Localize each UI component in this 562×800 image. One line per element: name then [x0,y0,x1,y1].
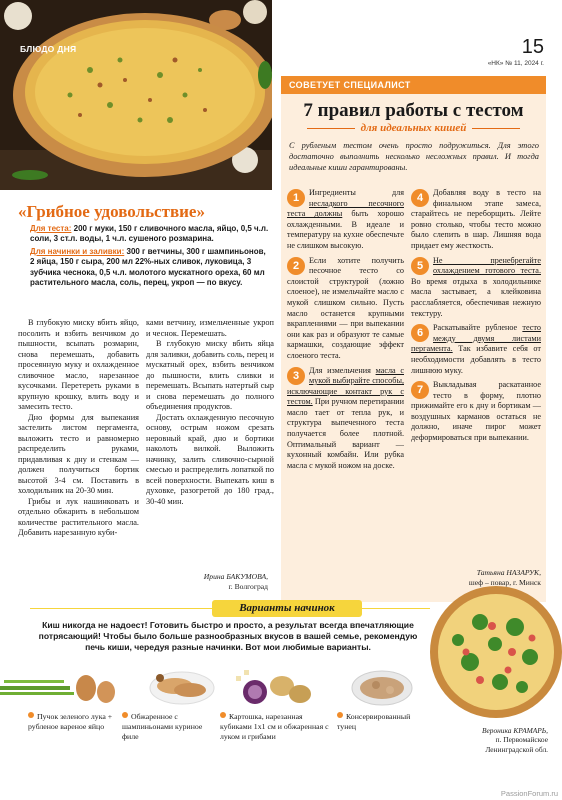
rule-text: Добавляя воду в тесто на финальном этапе замеса, старайтесь не переборщить. Лейте ровно столько, чтобы тесто можно было слепить в шар. Лишняя вода придает ему жесткость. [411,188,541,250]
expert-title: 7 правил работы с тестом [303,100,524,121]
recipe-step: ками ветчину, измельченные укроп и чеснок. Перемешать. [146,318,274,338]
bullet-icon [220,712,226,718]
recipe-step: Достать охлажденную песочную основу, острым ножом срезать неровный край, дно и бортики наколоть вилкой. Выложить начинку, залить сливочно-сырной смесью и распределить лопаткой по всей поверхности. Выпекать киш в духовке, разогретой до 180 град., 30-40 мин. [146,412,274,506]
rule-text: Во время отдыха в холодильнике масла застывает, а клейковина расслабляется, обеспечивая нежную текстуру. [411,276,541,318]
expert-subtitle [281,122,546,134]
variant-text: Обжаренное с шампиньонами куриное филе [122,712,203,741]
variant-text: Консервированный тунец [337,712,411,731]
bullet-icon [28,712,34,718]
rule-number: 4 [411,189,429,207]
filling-label: Для начинки и заливки: [30,246,125,256]
rule-item [287,188,404,252]
rule-text: При ручном перетирании масло тает от тепла рук, и структура выпеченного теста получается более плотной. Оптимальный вариант — кухонный комбайн. Или рубка масла с мукой ножом на доске. [287,397,404,470]
watermark: PassionForum.ru [500,789,558,798]
variant-item [337,712,415,732]
variant-item [220,712,332,741]
issue-number: «НК» № 11, 2024 г. [487,60,544,67]
section-label: БЛЮДО ДНЯ [20,44,77,54]
quiche-photo [0,0,272,190]
rule-number: 1 [287,189,305,207]
bullet-icon [337,712,343,718]
recipe-author: Ирина БАКУМОВА, [203,572,268,581]
rule-text: Ингредиенты для [309,188,404,197]
recipe-step: В глубокую миску вбить яйцо, посолить и взбить венчиком до пышности, всыпать розмарин, снова перемешать, добавить просеянную муку и охлажденное сливочное масло, нарезанное кусочками. Перетереть руками в крупную крошку, влить воду и замесить тесто. [18,318,139,411]
variants-signature [414,726,548,754]
rule-item [287,256,404,362]
rule-item [411,256,541,320]
rule-text: быть хорошо охлажденными. В идеале и температуру на кухне обеспечьте не слишком высокую. [287,209,404,250]
rule-item [411,323,541,376]
recipe-steps-right [146,318,274,507]
rule-highlight: тесто между двумя листами пергамента. [411,323,541,354]
rule-highlight: несладкого песочного теста должны [287,198,404,219]
rule-item [287,366,404,472]
recipe-title: «Грибное удовольствие» [18,202,205,221]
recipe-steps-left [18,318,139,539]
variant-text: Пучок зеленого лука + рубленое вареное яйцо [28,712,113,731]
rule-text: Если хотите получить песочное тесто со слоистой структурой (ложно слоеное), не измельчайте масло с мукой слишком сильно. Пусть масло останется крупными вкраплениями — при выпекании они как раз и образуют те самые кармашки, создающие эффект слоеного теста. [287,255,404,360]
recipe-step: В глубокую миску вбить яйца для заливки, добавить соль, перец и мускатный орех, взбить венчиком до пышности, влить сливки и перемешать. Всыпать натертый сыр и снова перемешать до полного объединения продуктов. [146,339,274,411]
expert-author-role: шеф – повар, г. Минск [468,577,541,587]
rule-text: Выкладывая раскатанное тесто в форму, плотно прижимайте его к дну и бортикам — воздушных карманов остаться не должно, иначе пирог может деформироваться при выпекании. [411,380,541,443]
variants-author-city: п. Первомайское [495,735,548,745]
dough-label: Для теста: [30,224,72,233]
variants-lead: Киш никогда не надоест! Готовить быстро и просто, а результат всегда впечатляющие потрясающий! Чтобы было больше разнообразных вкусов в вашей семье, рекомендую печь киши, чередуя разные начинки. Вот мои любимые варианты. [38,620,418,652]
rule-number: 2 [287,257,305,275]
recipe-author-city: г. Волгоград [228,581,268,591]
potato-onion-photo [236,670,311,704]
variant-item [122,712,212,741]
rule-highlight: масла с мукой выбирайте способы, исключающие контакт рук с тестом. [287,365,404,407]
expert-author: Татьяна НАЗАРУК, [476,568,541,577]
dough-ingredients [30,224,270,245]
green-onion-egg-photo [0,675,115,703]
bullet-icon [122,712,128,718]
rule-number: 5 [411,257,429,275]
rule-item [411,188,541,252]
recipe-step: Дно формы для выпекания застелить листом пергамента, выложить тесто и равномерно распределить руками, придавливая к дну и стенкам — должен получиться бортик высотой 3-4 см. Поставить в холодильник на 20-30 мин. [18,412,139,495]
rule-number: 3 [287,367,305,385]
filling-ingredients [30,247,270,289]
rule-item [411,380,541,444]
recipe-step: Грибы и лук нашинковать и отдельно обжарить в небольшом количестве растительного масла. Добавить нарезанную куби- [18,496,139,537]
filling-list: 300 г ветчины, 300 г шампиньонов, 2 яйца, 150 г сыра, 200 мл 22%-ных сливок, луковица, 3 зубчика чеснока, 0,5 ч.л. молотого мускатного ореха, 60 мл растительного масла, соль, перец, укроп — по вкусу. [30,246,266,288]
page-number: 15 [521,36,544,58]
rule-text: Так избавите себя от необходимости добавлять в тесто лишнюю муку. [411,344,541,375]
food-photos [0,656,430,710]
rule-text: Раскатывайте рубленое [433,323,523,333]
rule-number: 7 [411,381,429,399]
rule-text: Для измельчения [309,365,376,375]
variant-item [28,712,116,732]
ingredients [30,224,270,290]
dough-list: 200 г муки, 150 г сливочного масла, яйцо, 0,5 ч.л. соли, 3 ст.л. воды, 1 ч.л. сушеного розмарина. [30,224,269,244]
rules-right-column [411,188,541,448]
chicken-fillet-photo [150,672,214,704]
expert-subtitle-text: для идеальных кишей [360,122,467,134]
variants-tag: Варианты начинок [212,600,362,617]
rule-highlight: Не пренебрегайте охлаждением готового теста. [433,255,541,276]
variants-author-region: Ленинградской обл. [485,744,548,754]
variants-author: Вероника КРАМАРЬ, [481,726,548,735]
variant-text: Картошка, нарезанная кубиками 1х1 см и обжаренная с луком и грибами [220,712,329,741]
expert-intro: С рубленым тестом очень просто подружиться. Для этого достаточно выполнить несколько несложных правил. И тогда идеальные киши гарантированы. [289,141,539,172]
recipe-signature [146,572,268,591]
expert-band: СОВЕТУЕТ СПЕЦИАЛИСТ [281,76,546,94]
rule-number: 6 [411,324,429,342]
quiche-broccoli-photo [420,582,562,724]
tuna-photo [352,671,412,705]
rules-left-column [287,188,404,475]
